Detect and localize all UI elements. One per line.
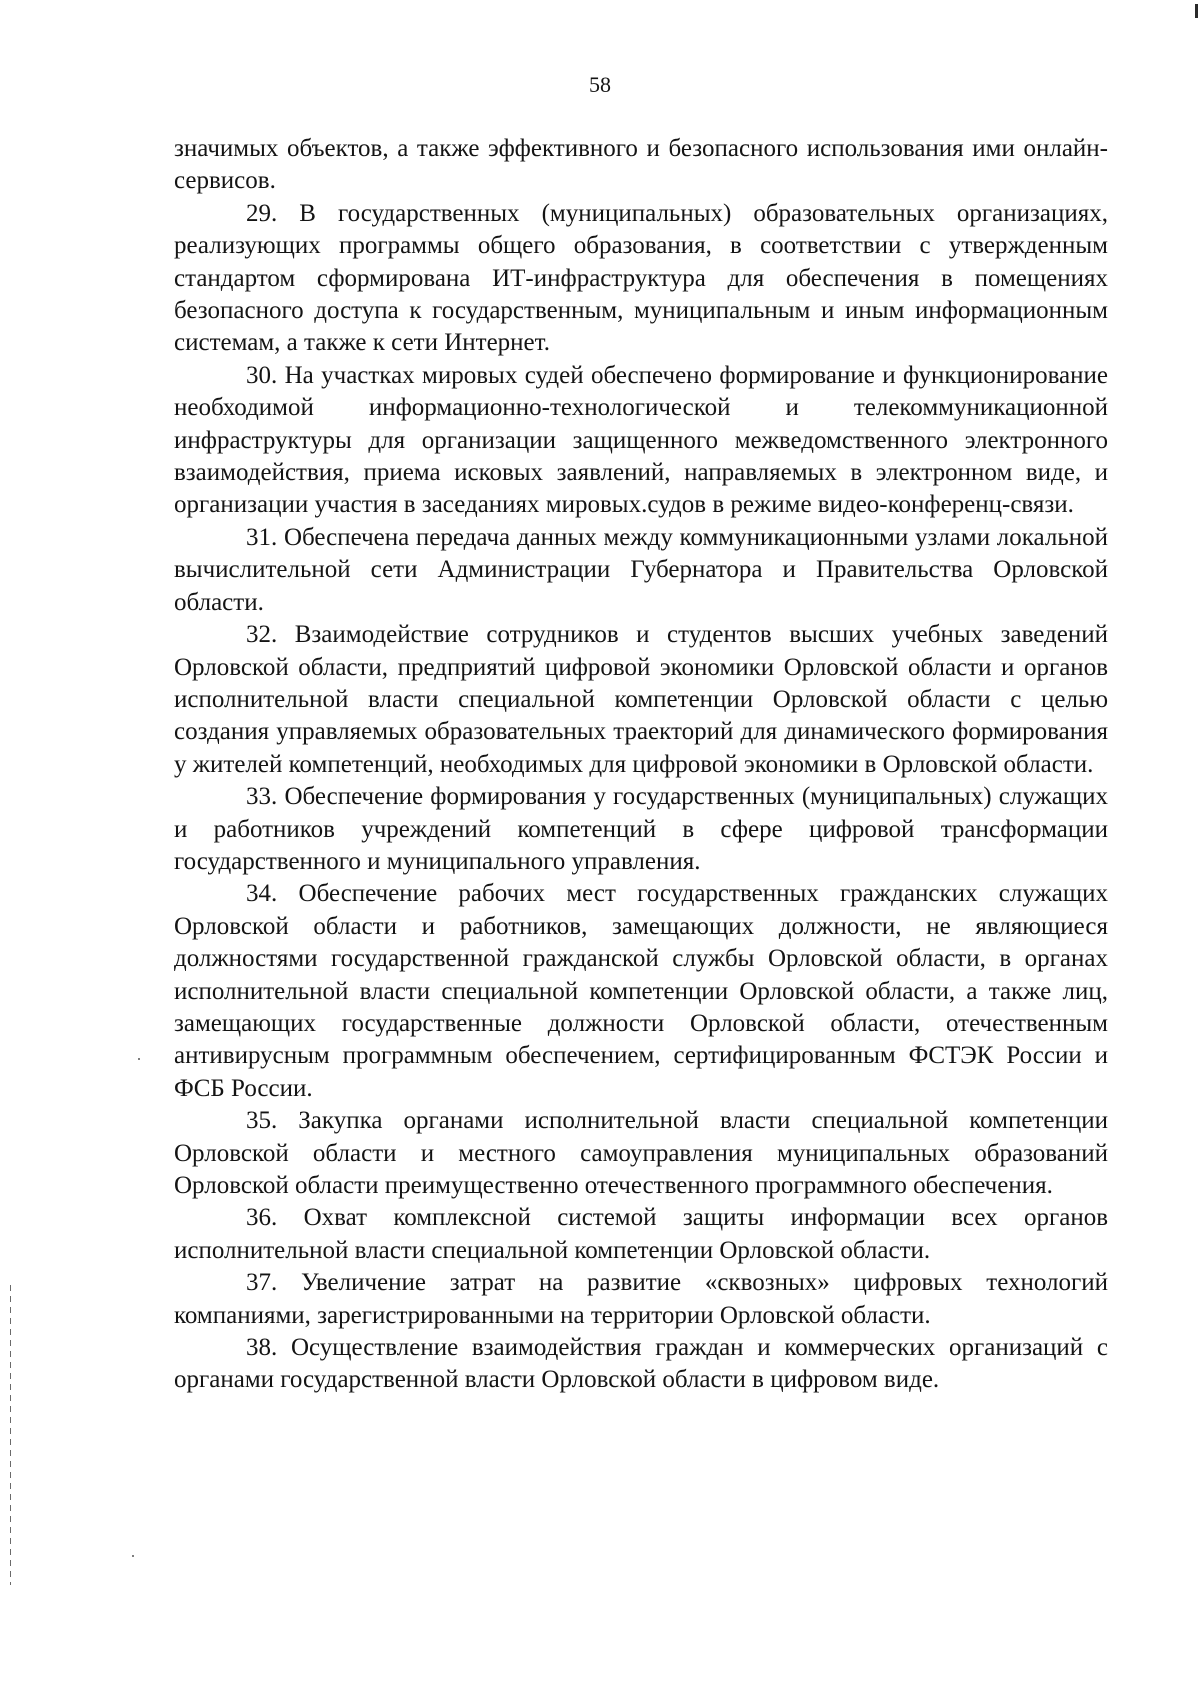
paragraph-29: 29. В государственных (муниципальных) образовательных организациях, реализующих программы общего образования, в соответствии с утвержденным стандартом сформирована ИТ-инфраструктура для обеспечения в помещениях безопасного доступа к государственным, муниципальным и иным информационным системам, а также к сети Интернет. [174, 199, 1108, 357]
paragraph-38: 38. Осуществление взаимодействия граждан и коммерческих организаций с органами государственной власти Орловской области в цифровом виде. [174, 1334, 1108, 1394]
paragraph-36: 36. Охват комплексной системой защиты информации всех органов исполнительной власти специальной компетенции Орловской области. [174, 1204, 1108, 1264]
scan-speck [132, 1555, 134, 1557]
paragraph-continuation: значимых объектов, а также эффективного и безопасного использования ими онлайн-сервисов. [174, 135, 1108, 195]
paragraph-33: 33. Обеспечение формирования у государственных (муниципальных) служащих и работников учреждений компетенций в сфере цифровой трансформации государственного и муниципального управления. [174, 783, 1108, 875]
scan-corner-mark [1195, 4, 1198, 18]
document-body [174, 133, 1108, 1397]
paragraph-34: 34. Обеспечение рабочих мест государственных гражданских служащих Орловской области и работников, замещающих должности, не являющиеся должностями государственной гражданской службы Орловской области, в органах исполнительной власти специальной компетенции Орловской области, а также лиц, замещающих государственные должности Орловской области, отечественным антивирусным программным обеспечением, сертифицированным ФСТЭК России и ФСБ России. [174, 880, 1108, 1102]
paragraph-35: 35. Закупка органами исполнительной власти специальной компетенции Орловской области и местного самоуправления муниципальных образований Орловской области преимущественно отечественного программного обеспечения. [174, 1107, 1108, 1199]
paragraph-30: 30. На участках мировых судей обеспечено формирование и функционирование необходимой информационно-технологической и телекоммуникационной инфраструктуры для организации защищенного межведомственного электронного взаимодействия, приема исковых заявлений, направляемых в электронном виде, и организации участия в заседаниях мировых.судов в режиме видео-конференц-связи. [174, 361, 1108, 519]
scan-edge-line [10, 1285, 11, 1585]
paragraph-32: 32. Взаимодействие сотрудников и студентов высших учебных заведений Орловской области, предприятий цифровой экономики Орловской области и органов исполнительной власти специальной компетенции Орловской области с целью создания управляемых образовательных траекторий для динамического формирования у жителей компетенций, необходимых для цифровой экономики в Орловской области. [174, 621, 1108, 778]
paragraph-31: 31. Обеспечена передача данных между коммуникационными узлами локальной вычислительной сети Администрации Губернатора и Правительства Орловской области. [174, 523, 1108, 616]
paragraph-37: 37. Увеличение затрат на развитие «сквозных» цифровых технологий компаниями, зарегистрированными на территории Орловской области. [174, 1269, 1108, 1329]
scan-speck [138, 1058, 140, 1060]
page-number: 58 [589, 72, 611, 97]
